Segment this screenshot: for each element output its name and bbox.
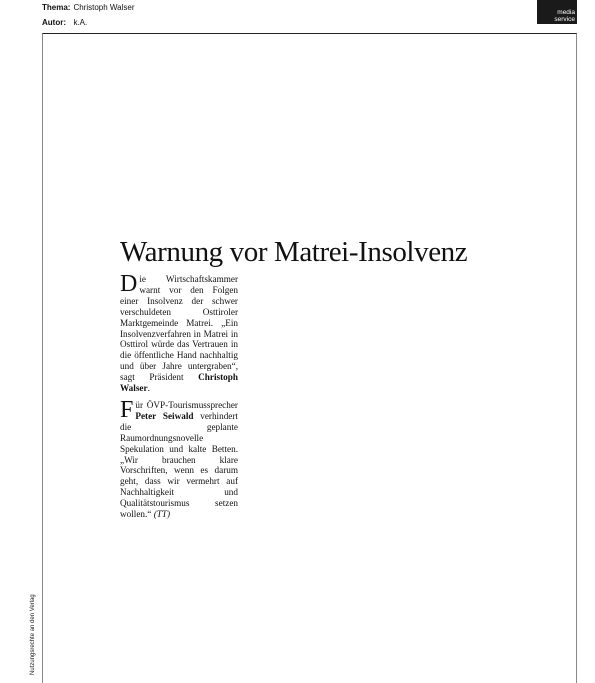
p1-text-b: . [147, 383, 150, 394]
article-headline: Warnung vor Matrei-Insolvenz [120, 236, 468, 268]
meta-topic [42, 3, 135, 13]
p2-text-a: ür ÖVP-Tourismussprecher [135, 399, 238, 410]
article-paragraph-1 [120, 271, 238, 394]
dropcap-1: D [120, 271, 138, 297]
p2-text-b: verhindert die geplante Raumordnungsnovelle Spekulation und kalte Betten. „Wir brauchen klare Vorschriften, wenn es darum geht, dass wir vermehrt auf Nachhaltigkeit und Qualitätstourismus setzen wollen.“ [120, 410, 238, 520]
article-paragraph-2 [120, 396, 238, 520]
p1-bold-name: Christoph Walser [120, 372, 238, 394]
p2-bold-name: Peter Seiwald [135, 410, 194, 421]
topic-value: Christoph Walser [73, 3, 135, 12]
media-service-logo [537, 0, 577, 24]
meta-author [42, 18, 87, 28]
dropcap-2: F [120, 396, 134, 423]
logo-line-2: service [554, 16, 575, 23]
author-value: k.A. [73, 18, 88, 27]
article-body [120, 271, 238, 526]
p1-text-a: ie Wirtschaftskammer warnt vor den Folgen einer Insolvenz der schwer verschuldeten Osttiroler Marktgemeinde Matrei. „Ein Insolvenzverfahren in Matrei in Osttirol würde das Vertrauen in die öffentliche Hand nachhaltig und über Jahre untergraben“, sagt Präsident [120, 274, 238, 383]
author-label: Autor: [42, 18, 66, 27]
topic-label: Thema: [42, 3, 71, 12]
logo-line-1: media [557, 9, 575, 16]
rights-note: Nutzungsrechte an den Verlag [30, 594, 36, 675]
p2-source: (TT) [153, 509, 171, 520]
